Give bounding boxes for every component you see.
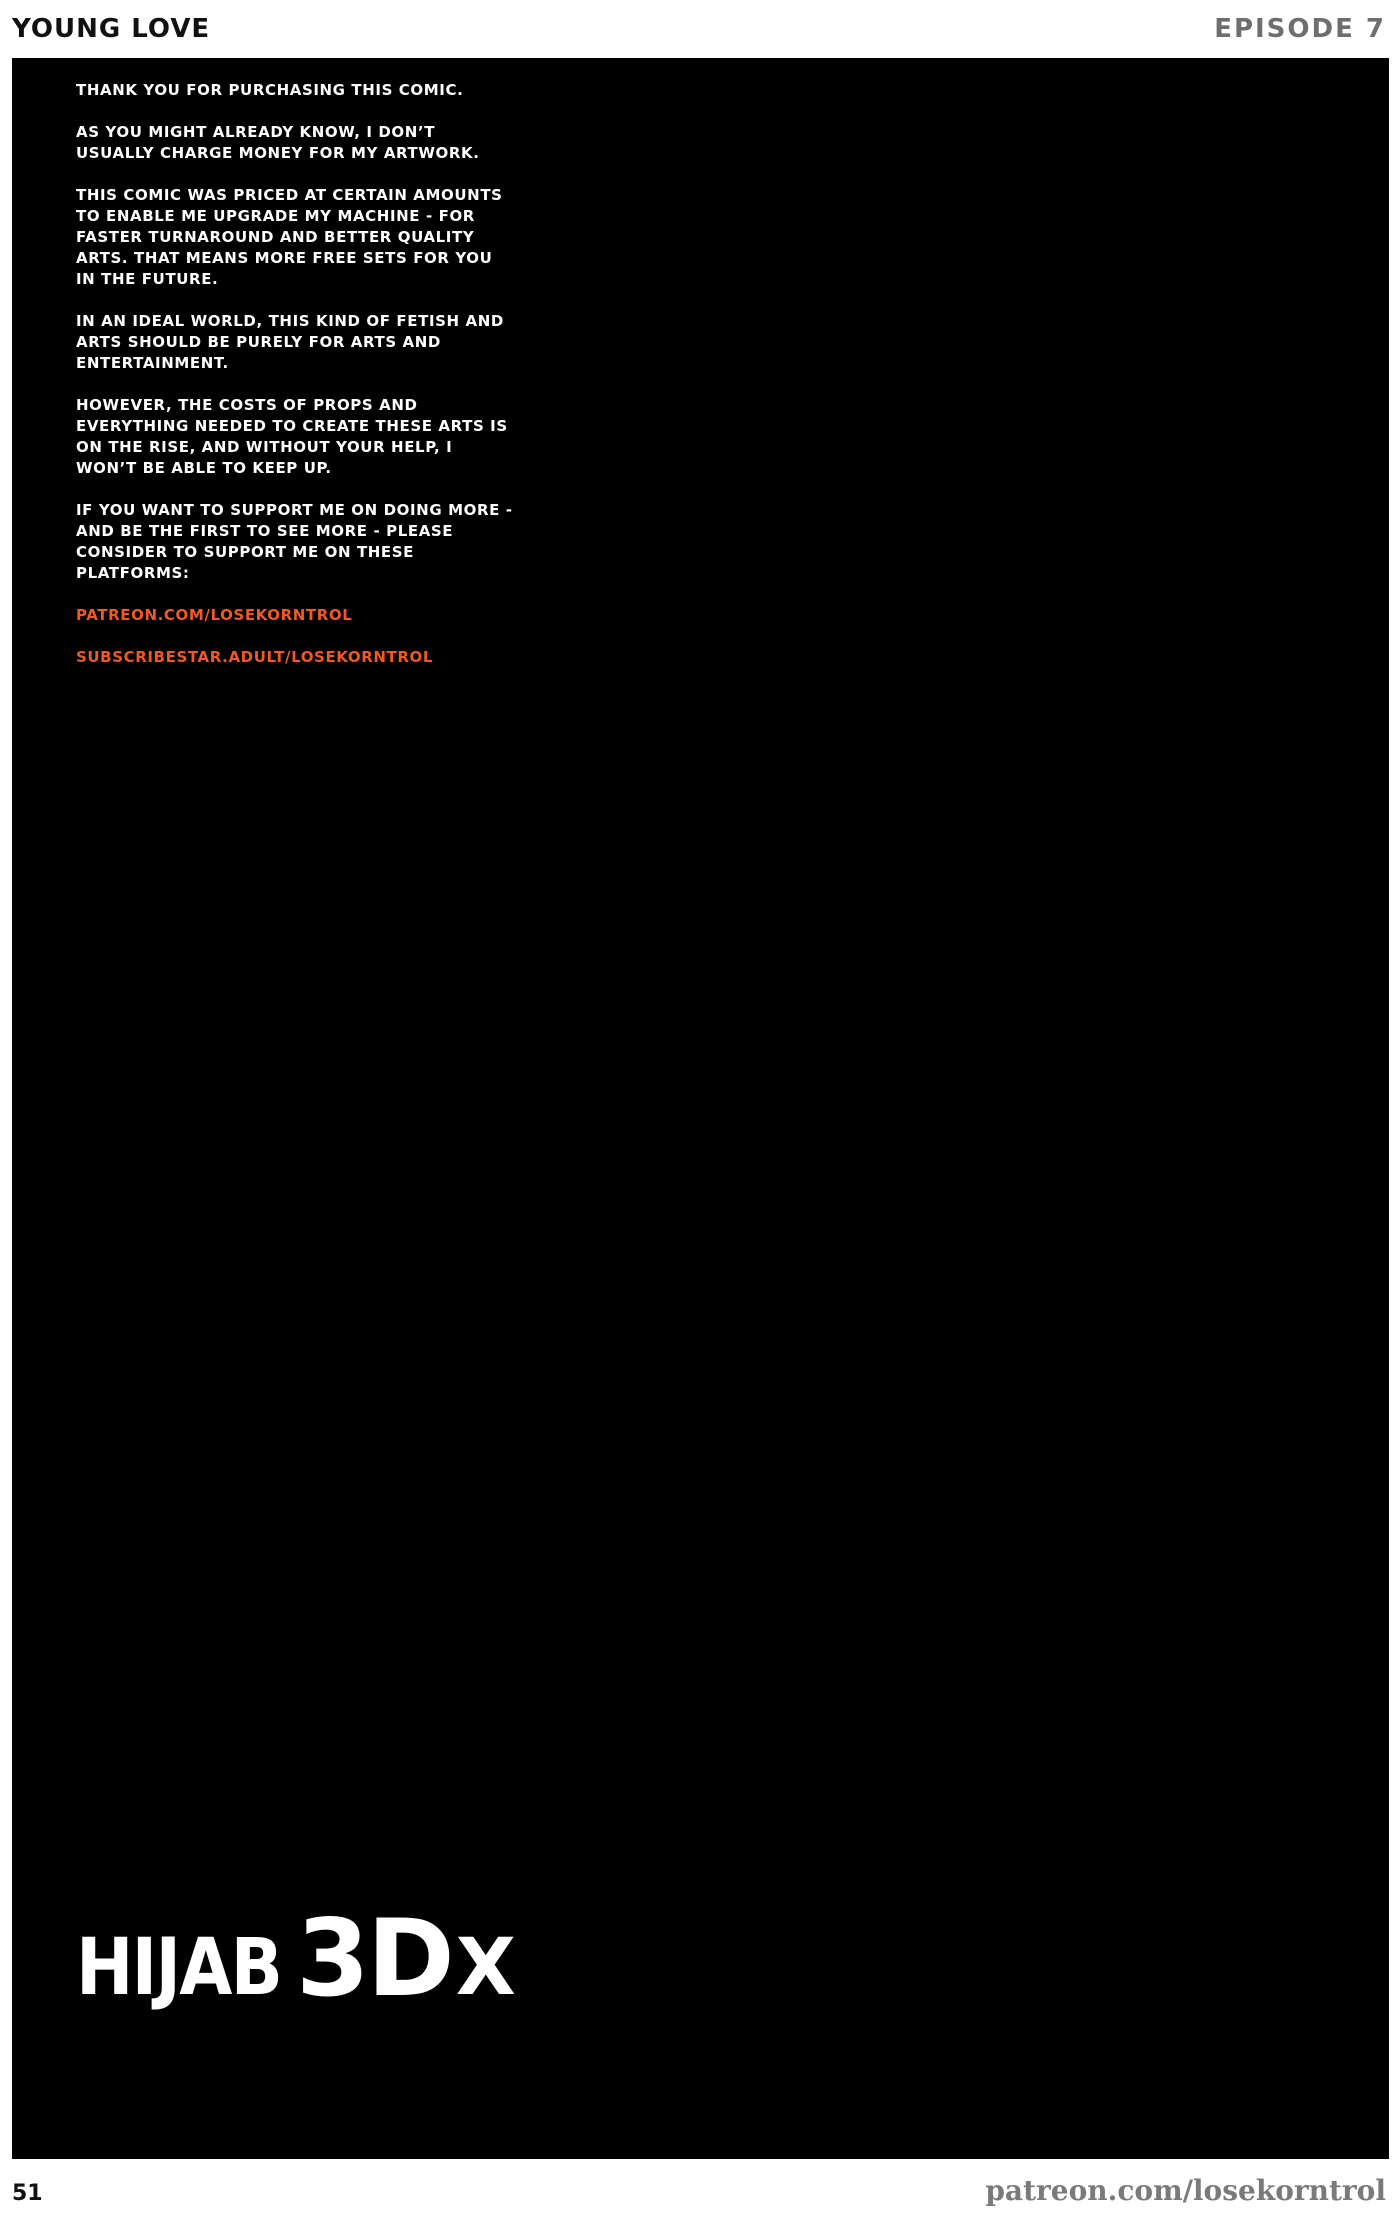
logo-word: HIJAB: [76, 1923, 282, 2013]
comic-title: YOUNG LOVE: [12, 14, 211, 44]
patreon-link[interactable]: PATREON.COM/LOSEKORNTROL: [76, 606, 353, 624]
logo-3d: 3D: [296, 1897, 452, 2020]
note-paragraph-3: THIS COMIC WAS PRICED AT CERTAIN AMOUNTS TO ENABLE ME UPGRADE MY MACHINE - FOR FASTER TURNAROUND AND BETTER QUALITY ARTS. THAT MEANS MORE FREE SETS FOR YOU IN THE FUTURE.: [76, 186, 503, 288]
thank-you-note: [76, 80, 516, 689]
footer-patreon-link[interactable]: patreon.com/losekorntrol: [985, 2174, 1386, 2207]
episode-label: EPISODE 7: [1214, 14, 1386, 44]
note-paragraph-1: THANK YOU FOR PURCHASING THIS COMIC.: [76, 81, 464, 99]
subscribestar-link[interactable]: SUBSCRIBESTAR.ADULT/LOSEKORNTROL: [76, 648, 433, 666]
hijab3dx-logo: [76, 1897, 516, 2020]
note-paragraph-5: HOWEVER, THE COSTS OF PROPS AND EVERYTHING NEEDED TO CREATE THESE ARTS IS ON THE RISE, AND WITHOUT YOUR HELP, I WON’T BE ABLE TO KEEP UP.: [76, 396, 508, 477]
logo-x: X: [455, 1923, 516, 2013]
note-paragraph-4: IN AN IDEAL WORLD, THIS KIND OF FETISH AND ARTS SHOULD BE PURELY FOR ARTS AND ENTERTAINMENT.: [76, 312, 504, 372]
page-number: 51: [12, 2181, 43, 2206]
note-paragraph-6: IF YOU WANT TO SUPPORT ME ON DOING MORE - AND BE THE FIRST TO SEE MORE - PLEASE CONSIDER TO SUPPORT ME ON THESE PLATFORMS:: [76, 501, 513, 582]
note-paragraph-2: AS YOU MIGHT ALREADY KNOW, I DON’T USUALLY CHARGE MONEY FOR MY ARTWORK.: [76, 123, 480, 162]
